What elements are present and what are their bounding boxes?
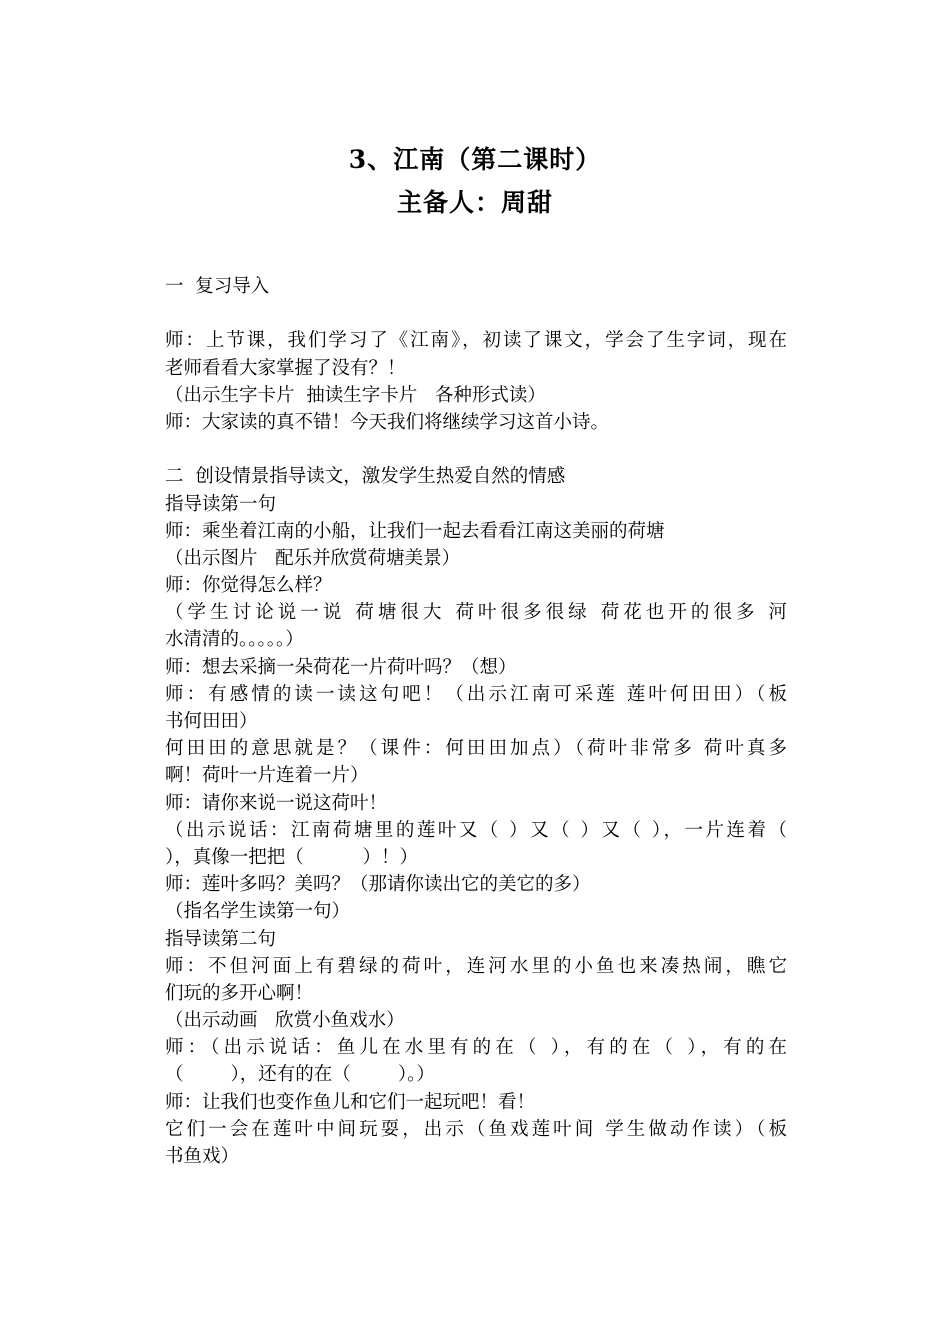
blank-line xyxy=(165,300,787,327)
text-line: 老师看看大家掌握了没有？！ xyxy=(165,357,406,379)
text-line: 书何田田） xyxy=(165,711,258,732)
text-line: 师：乘坐着江南的小船，让我们一起去看看江南这美丽的荷塘 xyxy=(165,520,665,542)
text-line: 师：大家读的真不错！今天我们将继续学习这首小诗。 xyxy=(165,411,610,433)
author-line: 主备人：周甜 xyxy=(396,188,553,217)
text-line: （指名学生读第一句） xyxy=(165,901,351,923)
text-line: 指导读第二句 xyxy=(165,928,277,950)
text-line: 它们一会在莲叶中间玩耍，出示（鱼戏莲叶间 学生做动作读）（板 xyxy=(165,1118,787,1140)
document-title: 3、江南（第二课时） xyxy=(348,145,602,174)
document-body xyxy=(165,273,787,1170)
text-line: （学生讨论说一说 荷塘很大 荷叶很多很绿 荷花也开的很多 河 xyxy=(165,602,787,624)
text-line: ），真像一把把（ ）！） xyxy=(165,846,419,868)
text-line: 何田田的意思就是？（课件：何田田加点）（荷叶非常多 荷叶真多 xyxy=(165,738,787,760)
text-line: （出示动画 欣赏小鱼戏水） xyxy=(165,1010,405,1032)
text-line: 一 复习导入 xyxy=(165,276,270,297)
text-line: 师：想去采摘一朵荷花一片荷叶吗？（想） xyxy=(165,656,517,678)
text-line: （出示说话：江南荷塘里的莲叶又（ ）又（ ）又（ ），一片连着（ xyxy=(165,819,787,841)
text-line: 师：（出示说话：鱼儿在水里有的在（ ），有的在（ ），有的在 xyxy=(165,1037,787,1059)
blank-line xyxy=(165,436,787,463)
text-line: （ ），还有的在（ ）。） xyxy=(165,1064,435,1086)
text-line: （出示图片 配乐并欣赏荷塘美景） xyxy=(165,547,461,569)
text-line: 书鱼戏） xyxy=(165,1146,240,1167)
text-line: 师：上节课，我们学习了《江南》，初读了课文，学会了生字词，现在 xyxy=(165,330,787,352)
text-line: 师：莲叶多吗？美吗？（那请你读出它的美它的多） xyxy=(165,874,591,896)
text-line: 二 创设情景指导读文，激发学生热爱自然的情感 xyxy=(165,466,566,488)
text-line: 指导读第一句 xyxy=(165,493,277,515)
text-line: 师：让我们也变作鱼儿和它们一起玩吧！看！ xyxy=(165,1091,536,1113)
text-line: 啊！荷叶一片连着一片） xyxy=(165,765,369,787)
text-line: 师：你觉得怎么样？ xyxy=(165,575,332,597)
text-line: 师：有感情的读一读这句吧！（出示江南可采莲 莲叶何田田）（板 xyxy=(165,683,787,705)
text-line: 师：不但河面上有碧绿的荷叶，连河水里的小鱼也来凑热闹，瞧它 xyxy=(165,955,787,977)
text-line: 水清清的。。。。。） xyxy=(165,629,304,651)
text-line: 们玩的多开心啊！ xyxy=(165,982,314,1004)
text-line: （出示生字卡片 抽读生字卡片 各种形式读） xyxy=(165,384,546,406)
text-line: 师：请你来说一说这荷叶！ xyxy=(165,792,388,814)
